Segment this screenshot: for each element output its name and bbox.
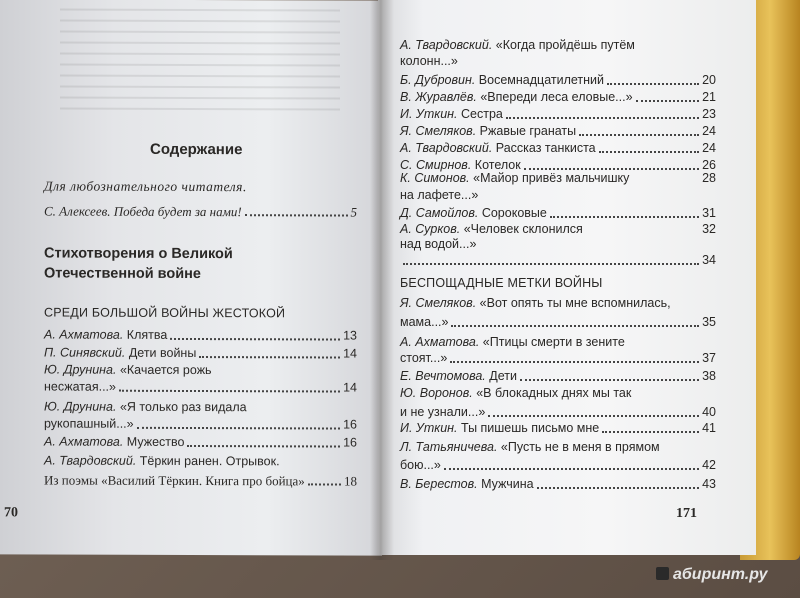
toc-entry: Б. Дубровин. Восемнадцатилетний 20 [400, 73, 716, 87]
toc-entry-cont: стоят...» 37 [400, 351, 716, 365]
logo-icon [656, 567, 669, 580]
subsection-title: БЕСПОЩАДНЫЕ МЕТКИ ВОЙНЫ [400, 276, 603, 290]
toc-entry: К. Симонов. «Майор привёз мальчишку 28 [400, 171, 716, 185]
toc-entry: В. Берестов. Мужчина 43 [400, 477, 716, 491]
toc-entry: Л. Татьяничева. «Пусть не в меня в прямом [400, 440, 660, 454]
toc-entry: А. Ахматова. Клятва 13 [44, 327, 357, 343]
toc-entry: Е. Вечтомова. Дети 38 [400, 369, 716, 383]
intro-line: Для любознательного читателя. [44, 178, 247, 195]
toc-entry-cont: бою...» 42 [400, 458, 716, 472]
toc-entry: П. Синявский. Дети войны 14 [44, 345, 357, 361]
toc-entry: С. Смирнов. Котелок 26 [400, 158, 716, 172]
subsection-title: СРЕДИ БОЛЬШОЙ ВОЙНЫ ЖЕСТОКОЙ [44, 305, 286, 321]
toc-entry: Д. Самойлов. Сороковые 31 [400, 206, 716, 220]
toc-entry: А. Сурков. «Человек склонился 32 [400, 222, 716, 236]
show-through-text [0, 0, 380, 131]
toc-entry-cont: несжатая...» 14 [44, 379, 357, 395]
toc-entry: Я. Смеляков. Ржавые гранаты 24 [400, 124, 716, 138]
section-title-line2: Отечественной войне [44, 265, 201, 283]
left-page [0, 0, 382, 556]
watermark: абиринт.ру [656, 566, 768, 584]
toc-entry-cont: рукопашный...» 16 [44, 416, 357, 432]
toc-entry-page: 34 [400, 252, 716, 269]
toc-entry: А. Твардовский. Тёркин ранен. Отрывок. [44, 453, 280, 469]
toc-entry: Ю. Друнина. «Я только раз видала [44, 399, 247, 415]
toc-entry-cont: и не узнали...» 40 [400, 405, 716, 419]
intro-entry: С. Алексеев. Победа будет за нами! 5 [44, 203, 357, 220]
toc-entry-cont: на лафете...» [400, 188, 479, 202]
toc-entry: А. Ахматова. «Птицы смерти в зените [400, 335, 625, 349]
toc-entry-cont: колонн...» [400, 54, 458, 68]
section-title-line1: Стихотворения о Великой [44, 245, 233, 263]
toc-entry-cont: над водой...» [400, 237, 477, 251]
toc-entry-cont: Из поэмы «Василий Тёркин. Книга про бойца» 18 [44, 472, 357, 489]
toc-entry: В. Журавлёв. «Впереди леса еловые...» 21 [400, 90, 716, 104]
toc-entry: Ю. Воронов. «В блокадных днях мы так [400, 386, 632, 400]
toc-entry: Я. Смеляков. «Вот опять ты мне вспомнилась, [400, 296, 671, 310]
page-number-left: 70 [4, 505, 18, 521]
toc-entry: И. Уткин. Ты пишешь письмо мне 41 [400, 421, 716, 435]
toc-entry: А. Твардовский. «Когда пройдёшь путём [400, 38, 635, 52]
right-page [378, 0, 756, 555]
toc-entry: Ю. Друнина. «Качается рожь [44, 362, 212, 378]
toc-entry-cont: мама...» 35 [400, 315, 716, 329]
toc-entry: И. Уткин. Сестра 23 [400, 107, 716, 121]
contents-title: Содержание [150, 140, 243, 159]
page-number-right: 171 [676, 506, 697, 521]
book-gutter [370, 0, 394, 560]
toc-entry: А. Ахматова. Мужество 16 [44, 434, 357, 450]
toc-entry: А. Твардовский. Рассказ танкиста 24 [400, 141, 716, 155]
